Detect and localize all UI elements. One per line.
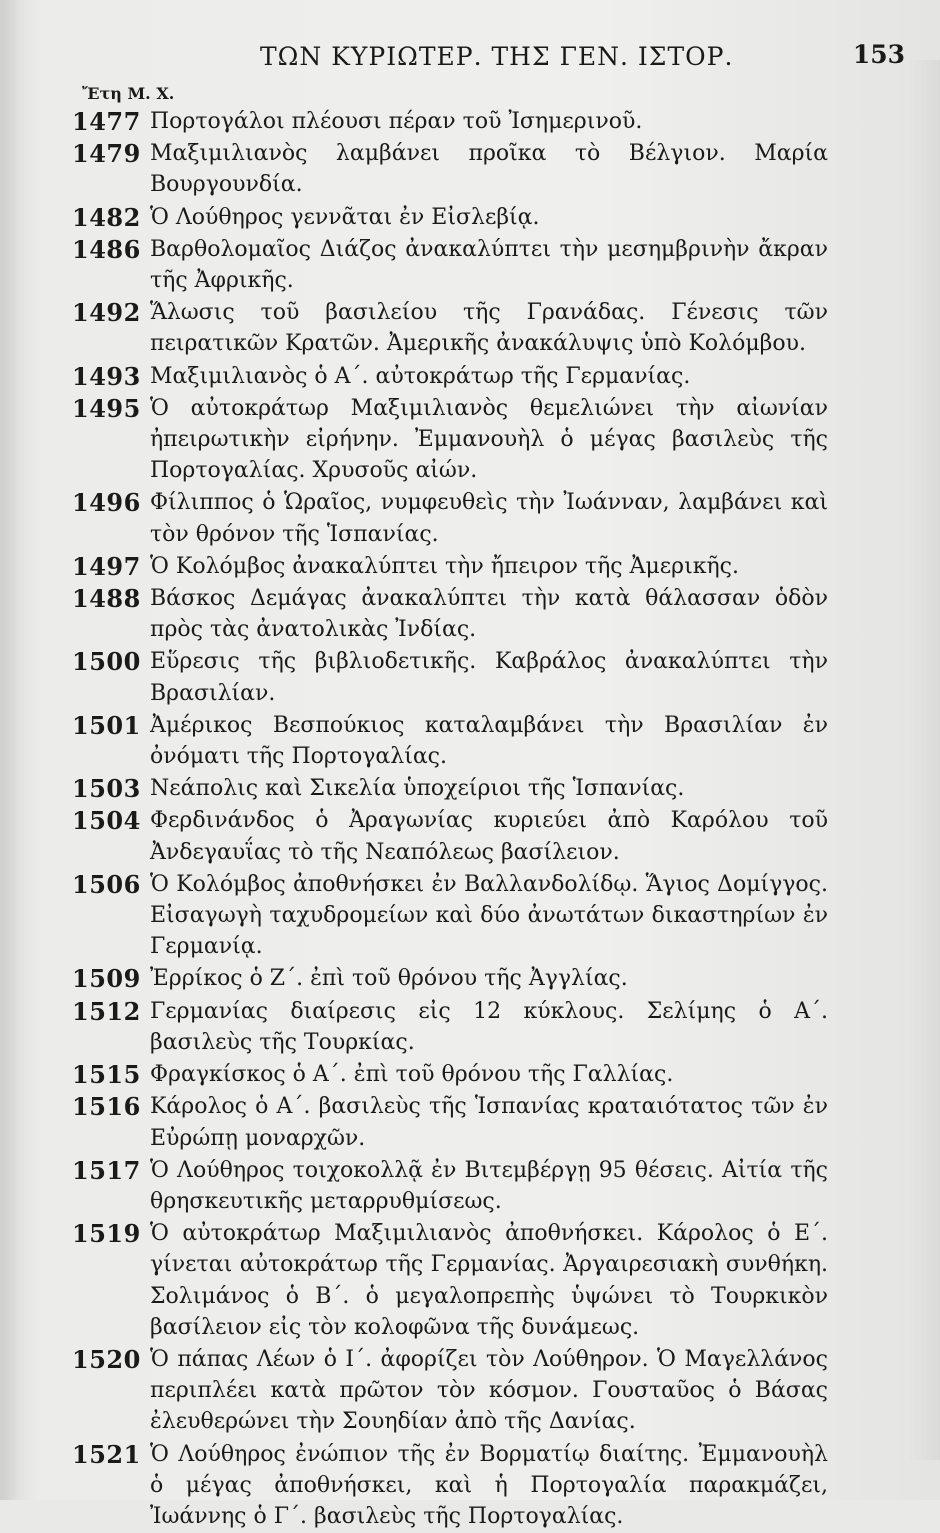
entry-year: 1503 <box>72 774 141 804</box>
chronology-entry <box>72 1439 828 1533</box>
entry-text: Νεάπολις καὶ Σικελία ὑποχείριοι τῆς Ἱσπανίας. <box>150 776 685 802</box>
entry-text: Φερδινάνδος ὁ Ἀραγωνίας κυριεύει ἀπὸ Καρόλου τοῦ Ἀνδεγαυΐας τὸ τῆς Νεαπόλεως βασίλειον. <box>150 808 828 865</box>
chronology-entry <box>72 361 828 392</box>
chronology-entry <box>72 1091 828 1153</box>
chronology-entry <box>72 1344 828 1438</box>
entry-text: Ἅλωσις τοῦ βασιλείου τῆς Γρανάδας. Γένεσις τῶν πειρατικῶν Κρατῶν. Ἀμερικῆς ἀνακάλυψις ὑπὸ Κολόμβου. <box>150 300 828 357</box>
entry-text: Γερμανίας διαίρεσις εἰς 12 κύκλους. Σελίμης ὁ Α΄. βασιλεὺς τῆς Τουρκίας. <box>150 998 828 1055</box>
chronology-entry <box>72 583 828 645</box>
entry-text: Ὁ Λούθηρος γεννᾶται ἐν Εἰσλεβίᾳ. <box>150 204 540 230</box>
chronology-entry <box>72 869 828 963</box>
chronology-entry <box>72 1218 828 1343</box>
year-column-label: Ἔτη Μ. Χ. <box>82 84 175 103</box>
entry-year: 1517 <box>72 1155 141 1185</box>
entry-year: 1501 <box>72 710 141 740</box>
page-header <box>60 42 920 82</box>
chronology-entry <box>72 646 828 708</box>
entry-text: Ὁ Λούθηρος ἐνώπιον τῆς ἐν Βορματίῳ διαίτης. Ἐμμανουὴλ ὁ μέγας ἀποθνήσκει, καὶ ἡ Πορτογαλία παρακμάζει, Ἰωάννης ὁ Γ΄. βασιλεὺς τῆς Πορτογαλίας. <box>150 1441 828 1529</box>
chronology-entry <box>72 963 828 994</box>
entry-year: 1488 <box>72 584 141 614</box>
entry-text: Ἀμέρικος Βεσπούκιος καταλαμβάνει τὴν Βρασιλίαν ἐν ὀνόματι τῆς Πορτογαλίας. <box>150 712 828 770</box>
entry-year: 1496 <box>72 488 141 518</box>
entry-text: Κάρολος ὁ Α΄. βασιλεὺς τῆς Ἱσπανίας κραταιότατος τῶν ἐν Εὐρώπῃ μοναρχῶν. <box>150 1094 828 1151</box>
entry-text: Ὁ Λούθηρος τοιχοκολλᾷ ἐν Βιτεμβέργῃ 95 θέσεις. Αἰτία τῆς θρησκευτικῆς μεταρρυθμίσεως. <box>150 1157 828 1214</box>
entry-year: 1506 <box>72 869 141 899</box>
chronology-entry <box>72 297 828 359</box>
entry-text: Ἐρρίκος ὁ Ζ΄. ἐπὶ τοῦ θρόνου τῆς Ἀγγλίας. <box>150 966 628 992</box>
running-head: ΤΩΝ ΚΥΡΙΩΤΕΡ. ΤΗΣ ΓΕΝ. ΙΣΤΟΡ. <box>260 42 734 71</box>
chronology-entry <box>72 106 828 137</box>
entry-text: Φίλιππος ὁ Ὡραῖος, νυμφευθεὶς τὴν Ἰωάνναν, λαμβάνει καὶ τὸν θρόνον τῆς Ἱσπανίας. <box>150 490 828 547</box>
entry-year: 1520 <box>72 1344 141 1374</box>
chronology-entry <box>72 234 828 296</box>
entry-year: 1479 <box>72 139 141 169</box>
chronology-entry <box>72 487 828 549</box>
entry-text: Μαξιμιλιανὸς ὁ Α΄. αὐτοκράτωρ τῆς Γερμανίας. <box>150 363 691 389</box>
chronology-entry <box>72 805 828 867</box>
entry-text: Ὁ Κολόμβος ἀποθνήσκει ἐν Βαλλανδολίδῳ. Ἅγιος Δομίγγος. Εἰσαγωγὴ ταχυδρομείων καὶ δύο ἀνωτάτων δικαστηρίων ἐν Γερμανίᾳ. <box>150 871 828 960</box>
entry-year: 1516 <box>72 1092 141 1122</box>
entry-year: 1495 <box>72 393 141 423</box>
entry-year: 1509 <box>72 964 141 994</box>
chronology-entry <box>72 202 828 233</box>
chronology-list <box>72 106 828 1533</box>
entry-text: Ὁ αὐτοκράτωρ Μαξιμιλιανὸς θεμελιώνει τὴν αἰωνίαν ἠπειρωτικὴν εἰρήνην. Ἐμμανουὴλ ὁ μέγας βασιλεὺς τῆς Πορτογαλίας. Χρυσοῦς αἰών. <box>150 395 828 484</box>
entry-year: 1521 <box>72 1439 141 1469</box>
entry-year: 1477 <box>72 107 141 136</box>
chronology-entry <box>72 1155 828 1217</box>
page-number: 153 <box>852 40 905 69</box>
entry-year: 1500 <box>72 647 141 677</box>
entry-text: Πορτογάλοι πλέουσι πέραν τοῦ Ἰσημερινοῦ. <box>150 109 643 134</box>
entry-year: 1497 <box>72 551 141 581</box>
entry-year: 1504 <box>72 806 141 836</box>
entry-text: Ὁ Κολόμβος ἀνακαλύπτει τὴν ἤπειρον τῆς Ἀμερικῆς. <box>150 553 739 579</box>
entry-text: Ὁ αὐτοκράτωρ Μαξιμιλιανὸς ἀποθνήσκει. Κάρολος ὁ Ε΄. γίνεται αὐτοκράτωρ τῆς Γερμανίας. Ἀργαιρεσιακὴ συνθήκη. Σολιμάνος ὁ Β΄. ὁ μεγαλοπρεπὴς ὑψώνει τὸ Τουρκικὸν βασίλειον εἰς τὸν κολοφῶνα τῆς δυνάμεως. <box>150 1221 828 1340</box>
entry-year: 1512 <box>72 996 141 1026</box>
entry-year: 1493 <box>72 361 141 391</box>
chronology-entry <box>72 710 828 772</box>
entry-text: Φραγκίσκος ὁ Α΄. ἐπὶ τοῦ θρόνου τῆς Γαλλίας. <box>150 1062 674 1088</box>
chronology-entry <box>72 773 828 804</box>
entry-year: 1515 <box>72 1060 141 1090</box>
entry-text: Βαρθολομαῖος Διάζος ἀνακαλύπτει τὴν μεσημβρινὴν ἄκραν τῆς Ἀφρικῆς. <box>150 236 828 294</box>
entry-text: Ὁ πάπας Λέων ὁ Ι΄. ἀφορίζει τὸν Λούθηρον. Ὁ Μαγελλάνος περιπλέει κατὰ πρῶτον τὸν κόσμον. Γουσταῦος ὁ Βάσας ἐλευθερώνει τὴν Σουηδίαν ἀπὸ τῆς Δανίας. <box>150 1346 828 1435</box>
chronology-entry <box>72 393 828 487</box>
entry-year: 1482 <box>72 202 141 232</box>
entry-year: 1519 <box>72 1219 141 1249</box>
entry-year: 1486 <box>72 234 141 264</box>
facing-page-bleed <box>905 60 940 1460</box>
entry-text: Βάσκος Δεμάγας ἀνακαλύπτει τὴν κατὰ θάλασσαν ὁδὸν πρὸς τὰς ἀνατολικὰς Ἰνδίας. <box>150 586 828 643</box>
entry-text: Μαξιμιλιανὸς λαμβάνει προῖκα τὸ Βέλγιον. Μαρία Βουργουνδία. <box>150 141 828 198</box>
chronology-entry <box>72 996 828 1058</box>
entry-text: Εὕρεσις τῆς βιβλιοδετικῆς. Καβράλος ἀνακαλύπτει τὴν Βρασιλίαν. <box>150 649 828 706</box>
page-gutter-shadow <box>0 0 18 1500</box>
chronology-entry <box>72 551 828 582</box>
chronology-entry <box>72 138 828 200</box>
entry-year: 1492 <box>72 298 141 328</box>
chronology-entry <box>72 1059 828 1090</box>
